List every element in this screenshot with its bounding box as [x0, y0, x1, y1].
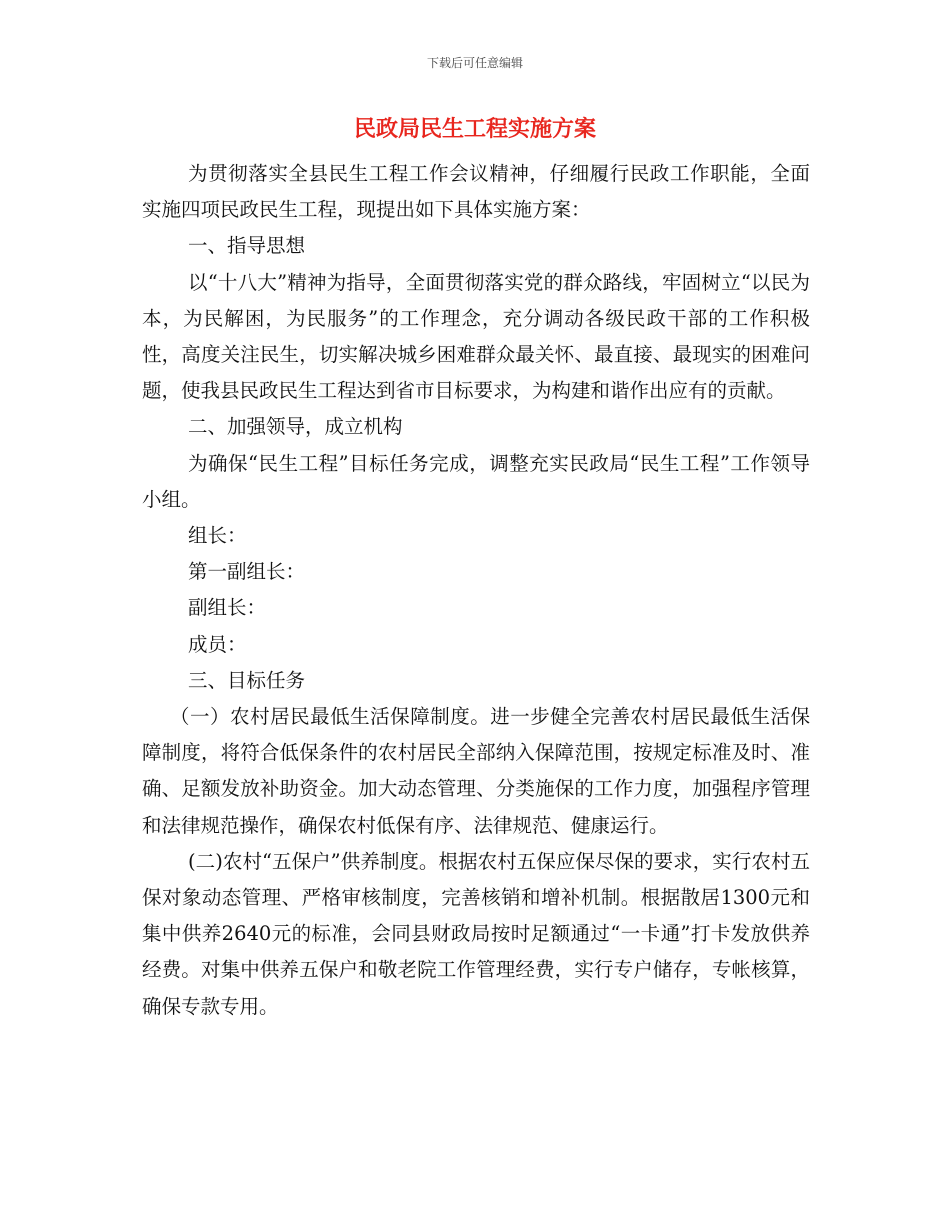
paragraph-guiding-ideology: 以“十八大”精神为指导，全面贯彻落实党的群众路线，牢固树立“以民为本，为民解困，为民服务”的工作理念，充分调动各级民政干部的工作积极性，高度关注民生，切实解决城乡困难群众最关怀、最直接、最现实的困难问题，使我县民政民生工程达到省市目标要求，为构建和谐作出应有的贡献。 — [142, 270, 810, 403]
document-body — [142, 156, 810, 1025]
document-title: 民政局民生工程实施方案 — [353, 117, 596, 142]
paragraph-rural-min-living: （一）农村居民最低生活保障制度。进一步健全完善农村居民最低生活保障制度，将符合低保条件的农村居民全部纳入保障范围，按规定标准及时、准确、足额发放补助资金。加大动态管理、分类施保的工作力度，加强程序管理和法律规范操作，确保农村低保有序、法律规范、健康运行。 — [142, 705, 810, 837]
heading-target-tasks: 三、目标任务 — [188, 668, 306, 692]
heading-leadership: 二、加强领导，成立机构 — [188, 415, 403, 439]
label-deputy-leader: 副组长： — [188, 596, 267, 620]
paragraph-intro: 为贯彻落实全县民生工程工作会议精神，仔细履行民政工作职能，全面实施四项民政民生工程，现提出如下具体实施方案： — [142, 162, 810, 222]
label-group-leader: 组长： — [188, 524, 247, 548]
heading-guiding-ideology: 一、指导思想 — [188, 234, 306, 258]
paragraph-leadership: 为确保“民生工程”目标任务完成，调整充实民政局“民生工程”工作领导小组。 — [142, 451, 810, 511]
label-members: 成员： — [188, 632, 247, 656]
paragraph-five-guarantees: (二)农村“五保户”供养制度。根据农村五保应保尽保的要求，实行农村五保对象动态管理、严格审核制度，完善核销和增补机制。根据散居1300元和集中供养2640元的标准，会同县财政局按时足额通过“一卡通”打卡发放供养经费。对集中供养五保户和敬老院工作管理经费，实行专户储存，专帐核算，确保专款专用。 — [142, 849, 810, 1018]
page-header-note: 下载后可任意编辑 — [426, 56, 523, 70]
label-first-deputy-leader: 第一副组长： — [188, 560, 306, 584]
